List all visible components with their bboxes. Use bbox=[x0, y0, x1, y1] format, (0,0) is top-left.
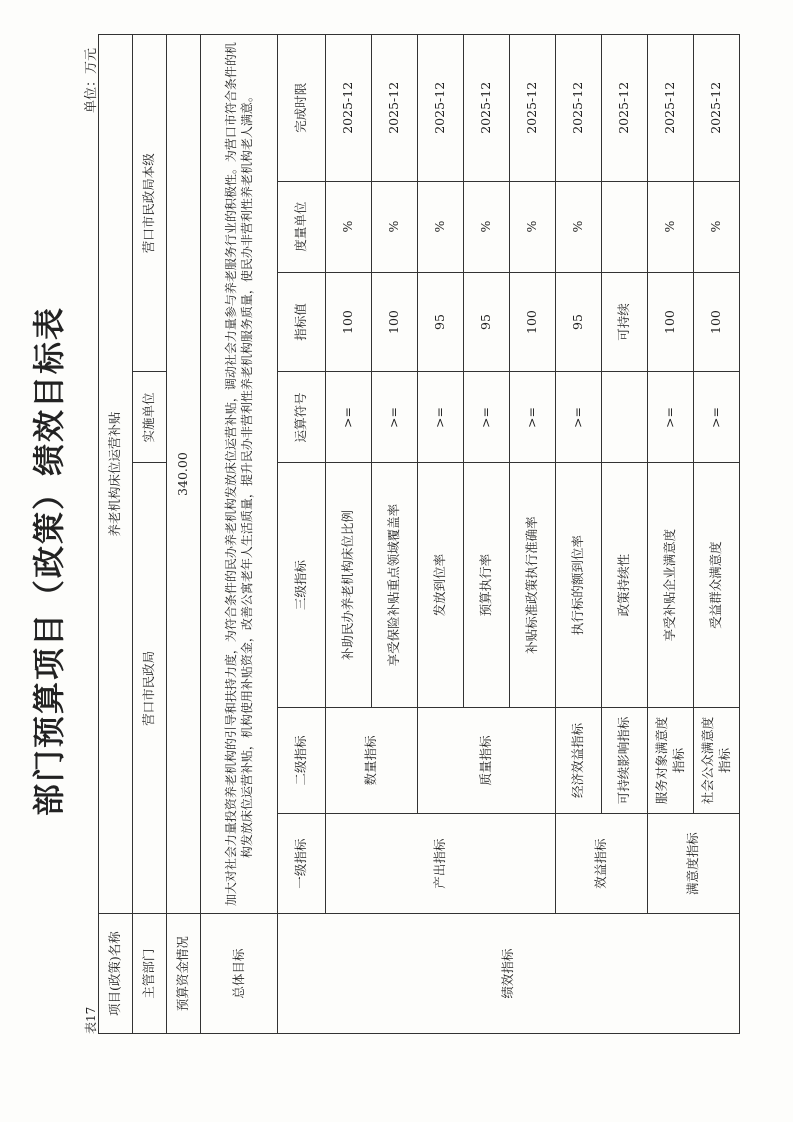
header-l2: 二级指标 bbox=[278, 707, 326, 814]
header-time: 完成时限 bbox=[278, 35, 326, 182]
row-op bbox=[602, 372, 648, 463]
row-unit: % bbox=[418, 181, 464, 272]
funds-label: 预算资金情况 bbox=[167, 914, 201, 1034]
funds-row bbox=[167, 35, 201, 1034]
row-time: 2025-12 bbox=[694, 35, 740, 182]
row-val: 100 bbox=[694, 272, 740, 372]
l1-satisfaction: 满意度指标 bbox=[648, 814, 740, 914]
l2-quality: 质量指标 bbox=[418, 707, 556, 814]
row-time: 2025-12 bbox=[556, 35, 602, 182]
row-op: >= bbox=[694, 372, 740, 463]
row-l3: 预算执行率 bbox=[464, 463, 510, 707]
row-time: 2025-12 bbox=[326, 35, 372, 182]
row-time: 2025-12 bbox=[372, 35, 418, 182]
row-op: >= bbox=[648, 372, 694, 463]
row-unit: % bbox=[694, 181, 740, 272]
header-l3: 三级指标 bbox=[278, 463, 326, 707]
row-unit: % bbox=[464, 181, 510, 272]
funds-value: 340.00 bbox=[167, 35, 201, 914]
dept-value: 营口市民政局 bbox=[133, 463, 167, 914]
row-l3: 补助民办养老机构床位比例 bbox=[326, 463, 372, 707]
row-val: 95 bbox=[556, 272, 602, 372]
row-l3: 受益群众满意度 bbox=[694, 463, 740, 707]
dept-label: 主管部门 bbox=[133, 914, 167, 1034]
page-title: 部门预算项目（政策）绩效目标表 bbox=[30, 306, 68, 817]
goal-text: 加大对社会力量投资养老机构的引导和扶持力度，为符合条件的民办养老机构发放床位运营补贴，调动社会力量参与养老服务行业的积极性。为营口市符合条件的机构发放床位运营补贴，机构使用补贴资金，改善公寓老年人生活质量，提升民办非营利性养老机构服务质量，使民办非营利性养老机构老人满意。 bbox=[201, 35, 278, 914]
l2-service-obj: 服务对象满意度指标 bbox=[648, 707, 694, 814]
indicator-row bbox=[648, 35, 694, 1034]
row-unit: % bbox=[648, 181, 694, 272]
header-val: 指标值 bbox=[278, 272, 326, 372]
row-val: 95 bbox=[418, 272, 464, 372]
row-l3: 享受保险补贴重点领域覆盖率 bbox=[372, 463, 418, 707]
l2-public: 社会公众满意度指标 bbox=[694, 707, 740, 814]
l2-sustain: 可持续影响指标 bbox=[602, 707, 648, 814]
header-op: 运算符号 bbox=[278, 372, 326, 463]
impl-value: 营口市民政局本级 bbox=[133, 35, 167, 372]
row-val: 100 bbox=[648, 272, 694, 372]
row-op: >= bbox=[464, 372, 510, 463]
l1-output: 产出指标 bbox=[326, 814, 556, 914]
indicator-row bbox=[326, 35, 372, 1034]
row-val: 可持续 bbox=[602, 272, 648, 372]
performance-table bbox=[98, 34, 740, 1034]
goal-label: 总体目标 bbox=[201, 914, 278, 1034]
perf-label: 绩效指标 bbox=[278, 914, 740, 1034]
row-unit bbox=[602, 181, 648, 272]
perf-header-row bbox=[278, 35, 326, 1034]
l2-quantity: 数量指标 bbox=[326, 707, 418, 814]
row-l3: 政策持续性 bbox=[602, 463, 648, 707]
row-time: 2025-12 bbox=[510, 35, 556, 182]
row-l3: 执行标的额到位率 bbox=[556, 463, 602, 707]
row-unit: % bbox=[510, 181, 556, 272]
row-op: >= bbox=[556, 372, 602, 463]
impl-label: 实施单位 bbox=[133, 372, 167, 463]
row-val: 100 bbox=[326, 272, 372, 372]
dept-row bbox=[133, 35, 167, 1034]
row-op: >= bbox=[326, 372, 372, 463]
row-val: 100 bbox=[372, 272, 418, 372]
l2-economic: 经济效益指标 bbox=[556, 707, 602, 814]
row-l3: 享受补贴企业满意度 bbox=[648, 463, 694, 707]
row-time: 2025-12 bbox=[648, 35, 694, 182]
row-unit: % bbox=[556, 181, 602, 272]
row-unit: % bbox=[326, 181, 372, 272]
indicator-row bbox=[556, 35, 602, 1034]
header-unit: 度量单位 bbox=[278, 181, 326, 272]
row-unit: % bbox=[372, 181, 418, 272]
goal-row bbox=[201, 35, 278, 1034]
table-number: 表17 bbox=[84, 1006, 98, 1034]
row-time: 2025-12 bbox=[602, 35, 648, 182]
row-l3: 发放到位率 bbox=[418, 463, 464, 707]
row-time: 2025-12 bbox=[464, 35, 510, 182]
row-time: 2025-12 bbox=[418, 35, 464, 182]
row-l3: 补贴标准政策执行准确率 bbox=[510, 463, 556, 707]
row-val: 95 bbox=[464, 272, 510, 372]
l1-benefit: 效益指标 bbox=[556, 814, 648, 914]
row-op: >= bbox=[510, 372, 556, 463]
row-val: 100 bbox=[510, 272, 556, 372]
project-value: 养老机构床位运营补贴 bbox=[99, 35, 133, 914]
project-row bbox=[99, 35, 133, 1034]
row-op: >= bbox=[372, 372, 418, 463]
unit-label: 单位：万元 bbox=[84, 48, 99, 114]
row-op: >= bbox=[418, 372, 464, 463]
project-label: 项目(政策)名称 bbox=[99, 914, 133, 1034]
header-l1: 一级指标 bbox=[278, 814, 326, 914]
